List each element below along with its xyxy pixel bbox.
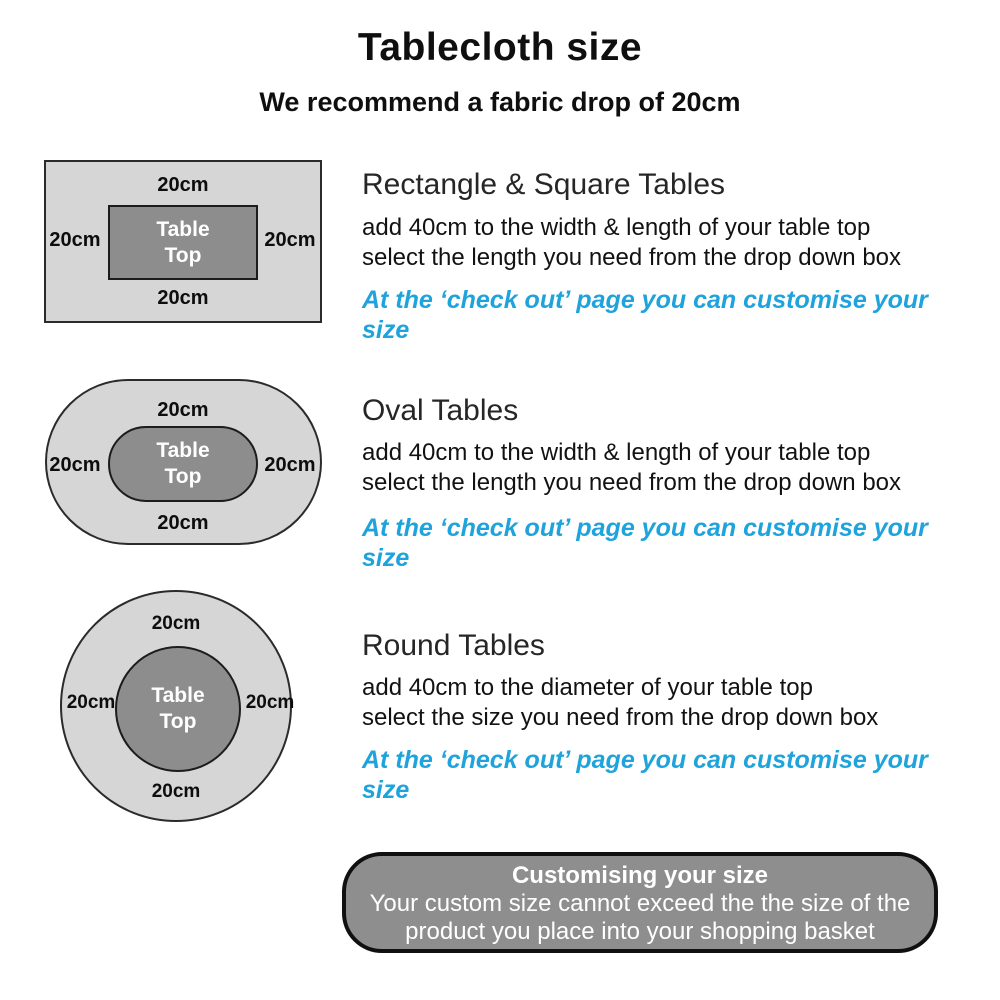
- drop-label-right: 20cm: [264, 229, 316, 251]
- drop-label-bottom: 20cm: [157, 287, 209, 309]
- rectangle-section-body: [362, 213, 982, 273]
- rectangle-instruction-line1: add 40cm to the width & length of your table top: [362, 214, 871, 241]
- tabletop-label: Table Top: [156, 439, 210, 488]
- drop-label-left: 20cm: [49, 229, 101, 251]
- oval-tabletop-shape: [108, 426, 258, 502]
- drop-label-bottom: 20cm: [157, 512, 209, 534]
- rectangle-tabletop-shape: [108, 205, 258, 280]
- drop-label-left: 20cm: [66, 692, 116, 713]
- customising-size-callout: [342, 852, 938, 953]
- tabletop-label: Table Top: [151, 684, 205, 733]
- round-instruction-line1: add 40cm to the diameter of your table top: [362, 674, 813, 701]
- oval-checkout-note: At the ‘check out’ page you can customise your size: [362, 514, 928, 572]
- drop-label-bottom: 20cm: [151, 781, 201, 802]
- tabletop-label: Table Top: [156, 217, 210, 267]
- rectangle-section-heading: Rectangle & Square Tables: [362, 168, 726, 201]
- customising-size-line2: product you place into your shopping basket: [405, 918, 875, 945]
- page-subtitle: We recommend a fabric drop of 20cm: [259, 87, 741, 117]
- rectangle-instruction-line2: select the length you need from the drop down box: [362, 244, 902, 271]
- round-checkout-note: At the ‘check out’ page you can customise your size: [362, 746, 928, 804]
- drop-label-right: 20cm: [245, 692, 295, 713]
- drop-label-top: 20cm: [151, 613, 201, 634]
- round-section-body: [362, 673, 982, 733]
- rectangle-checkout-note: At the ‘check out’ page you can customise your size: [362, 286, 928, 344]
- oval-section-heading: Oval Tables: [362, 394, 519, 427]
- customising-size-heading: Customising your size: [511, 862, 769, 889]
- drop-label-top: 20cm: [157, 174, 209, 196]
- round-instruction-line2: select the size you need from the drop down box: [362, 704, 879, 731]
- page-title: Tablecloth size: [357, 26, 643, 69]
- oval-instruction-line1: add 40cm to the width & length of your table top: [362, 439, 871, 466]
- round-section-heading: Round Tables: [362, 629, 545, 662]
- drop-label-right: 20cm: [264, 454, 316, 476]
- customising-size-line1: Your custom size cannot exceed the the size of the: [369, 890, 911, 917]
- oval-instruction-line2: select the length you need from the drop down box: [362, 469, 902, 496]
- oval-section-body: [362, 438, 982, 498]
- drop-label-top: 20cm: [157, 399, 209, 421]
- drop-label-left: 20cm: [49, 454, 101, 476]
